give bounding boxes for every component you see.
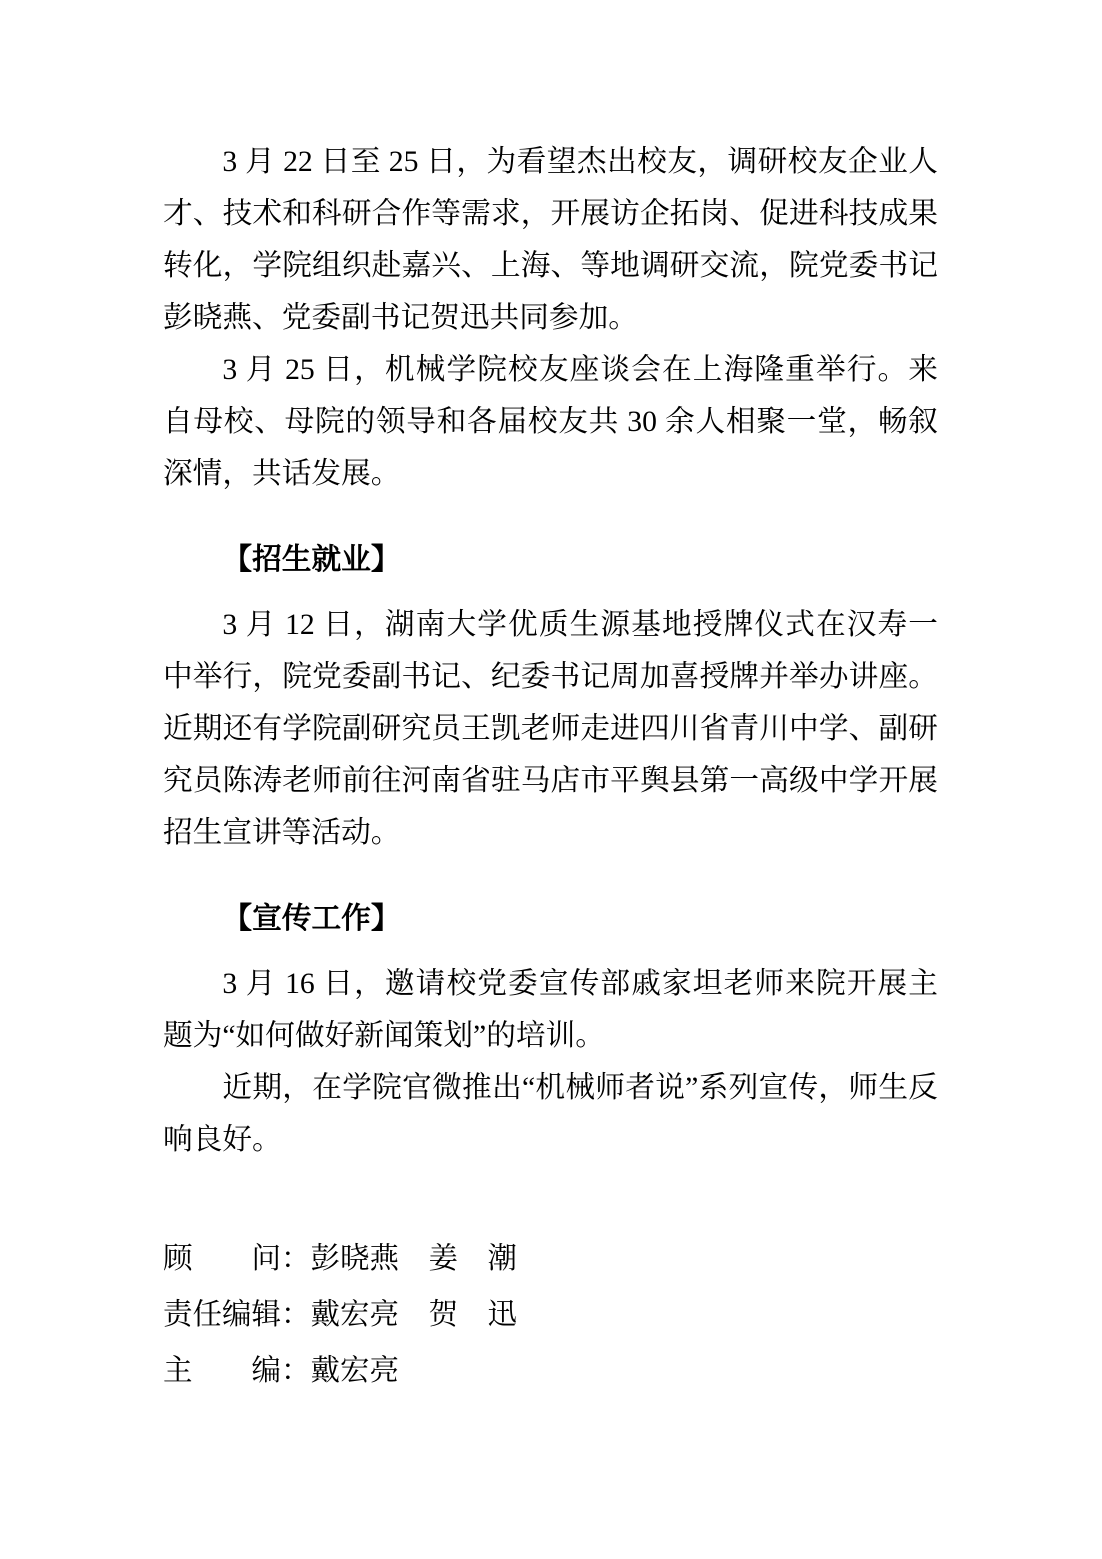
credit-line-advisor: 顾 问：彭晓燕 姜 潮: [163, 1243, 518, 1275]
paragraph-admissions-activities: 3 月 12 日，湖南大学优质生源基地授牌仪式在汉寿一中举行，院党委副书记、纪委书记周加喜授牌并举办讲座。近期还有学院副研究员王凯老师走进四川省青川中学、副研究员陈涛老师前往河南省驻马店市平舆县第一高级中学开展招生宣讲等活动。: [163, 609, 938, 849]
paragraph-alumni-visit: 3 月 22 日至 25 日，为看望杰出校友，调研校友企业人才、技术和科研合作等需求，开展访企拓岗、促进科技成果转化，学院组织赴嘉兴、上海、等地调研交流，院党委书记彭晓燕、党委副书记贺迅共同参加。: [163, 146, 938, 334]
credits-block: [163, 1231, 938, 1399]
paragraph-alumni-forum: 3 月 25 日，机械学院校友座谈会在上海隆重举行。来自母校、母院的领导和各届校友共 30 余人相聚一堂，畅叙深情，共话发展。: [163, 354, 938, 490]
paragraph-publicity-training: 3 月 16 日，邀请校党委宣传部戚家坦老师来院开展主题为“如何做好新闻策划”的培训。: [163, 968, 938, 1052]
heading-admissions-employment: 【招生就业】: [222, 544, 401, 576]
heading-publicity-work: 【宣传工作】: [222, 903, 401, 935]
paragraph-wechat-series: 近期，在学院官微推出“机械师者说”系列宣传，师生反响良好。: [163, 1072, 938, 1156]
credit-line-chief-editor: 主 编：戴宏亮: [163, 1355, 400, 1387]
credit-line-responsible-editor: 责任编辑：戴宏亮 贺 迅: [163, 1299, 518, 1331]
